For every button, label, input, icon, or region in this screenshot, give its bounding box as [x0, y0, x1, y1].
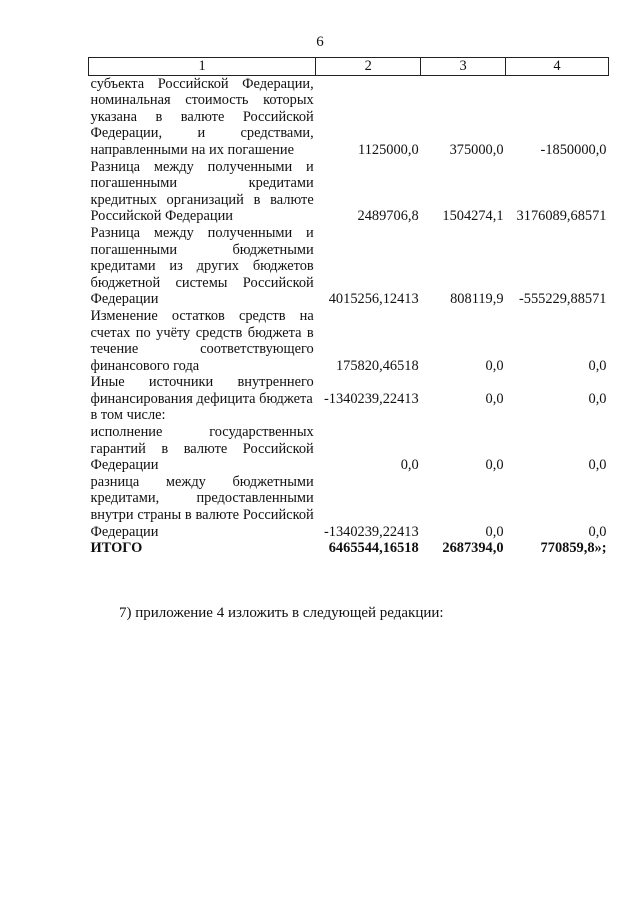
- row-value-col3: 808119,9: [450, 291, 504, 308]
- row-value-col4: -555229,88571: [518, 291, 607, 308]
- amendment-text: 7) приложение 4 изложить в следующей редакции:: [119, 605, 444, 621]
- row-description: Иные источники внутреннего финансирования дефицита бюджета: [90, 374, 314, 407]
- row-value-col2: -1340239,22413: [323, 523, 419, 540]
- row-value-col3: 0,0: [485, 357, 504, 374]
- row-value-col4: 0,0: [588, 357, 607, 374]
- row-value-col3: 0,0: [485, 390, 504, 407]
- row-value-col2: 1125000,0: [358, 141, 419, 158]
- row-value-col3: 375000,0: [449, 141, 504, 158]
- row-value-col4: 0,0: [588, 457, 607, 474]
- page-number: 6: [316, 34, 324, 50]
- row-value-col3: 0,0: [485, 523, 504, 540]
- row-value-col4: 0,0: [588, 523, 607, 540]
- row-description: Разница между полученными и погашенными кредитами кредитных организаций в валюте Российской Федерации: [90, 158, 314, 225]
- table-row: [89, 407, 609, 424]
- row-description: Разница между полученными и погашенными бюджетными кредитами из других бюджетов бюджетной системы Российской Федерации: [90, 224, 314, 308]
- total-row: [89, 540, 609, 557]
- table-row: [89, 75, 609, 158]
- total-value-col3: 2687394,0: [442, 540, 504, 557]
- row-value-col2: 175820,46518: [335, 357, 419, 374]
- total-label: ИТОГО: [90, 540, 143, 557]
- column-header: 4: [506, 58, 609, 76]
- budget-sources-table: [88, 57, 609, 557]
- table-header-row: [89, 58, 609, 76]
- total-value-col4: 770859,8»;: [540, 540, 607, 557]
- row-description: в том числе:: [90, 407, 166, 424]
- total-value-col2: 6465544,16518: [328, 540, 419, 557]
- row-description: исполнение государственных гарантий в валюте Российской Федерации: [90, 424, 314, 474]
- column-header: 1: [89, 58, 316, 76]
- row-value-col2: 0,0: [400, 457, 419, 474]
- row-value-col4: -1850000,0: [540, 141, 607, 158]
- row-description: разница между бюджетными кредитами, предоставленными внутри страны в валюте Российской Федерации: [90, 473, 314, 540]
- row-value-col4: 0,0: [588, 390, 607, 407]
- row-value-col3: [421, 407, 506, 424]
- table-row: [89, 374, 609, 407]
- row-value-col3: 0,0: [485, 457, 504, 474]
- table-row: [89, 424, 609, 474]
- row-value-col2: [316, 407, 421, 424]
- row-value-col2: -1340239,22413: [323, 390, 419, 407]
- column-header: 3: [421, 58, 506, 76]
- row-value-col3: 1504274,1: [442, 208, 504, 225]
- row-value-col2: 4015256,12413: [328, 291, 419, 308]
- table-row: [89, 225, 609, 308]
- row-description: субъекта Российской Федерации, номинальная стоимость которых указана в валюте Российской Федерации, и средствами, направленными на их погашение: [90, 75, 314, 158]
- table-row: [89, 308, 609, 374]
- table-row: [89, 159, 609, 225]
- row-value-col2: 2489706,8: [357, 208, 419, 225]
- column-header: 2: [316, 58, 421, 76]
- row-value-col4: [506, 407, 609, 424]
- table-row: [89, 474, 609, 540]
- row-value-col4: 3176089,68571: [516, 208, 607, 225]
- row-description: Изменение остатков средств на счетах по учёту средств бюджета в течение соответствующего финансового года: [90, 307, 314, 374]
